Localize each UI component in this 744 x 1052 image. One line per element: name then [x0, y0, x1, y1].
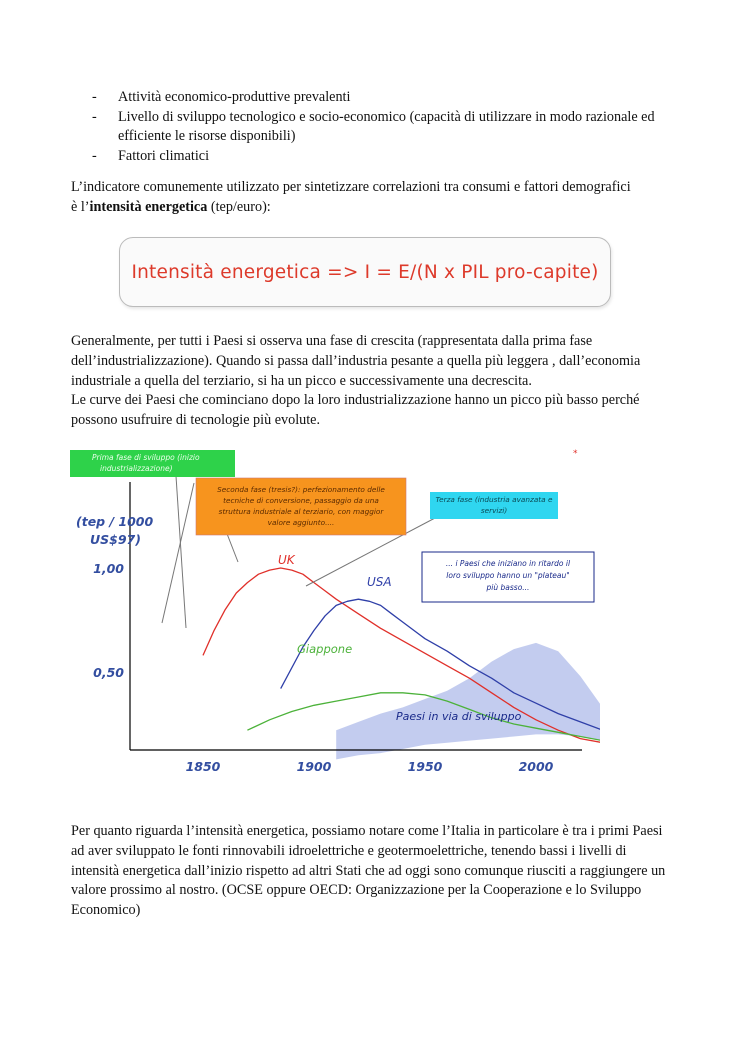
- list-item: [90, 88, 680, 108]
- series-label-usa: USA: [367, 575, 392, 589]
- series-label-uk: UK: [278, 553, 295, 567]
- series-band-developing: [336, 643, 600, 760]
- band-layer: [336, 643, 600, 760]
- series-label-developing: Paesi in via di sviluppo: [396, 710, 522, 723]
- bullet-list: [90, 88, 680, 166]
- bullet-marker: -: [92, 89, 97, 105]
- list-item-text: Attività economico-produttive prevalenti: [118, 89, 351, 105]
- annotation-latecomers-line2: loro sviluppo hanno un "plateau": [446, 571, 570, 580]
- x-tick-label: 2000: [518, 759, 554, 774]
- annotation-phase1-line1: Prima fase di sviluppo (inizio: [92, 453, 200, 462]
- paragraph-growth: Generalmente, per tutti i Paesi si osserva una fase di crescita (rappresentata dalla prima fase dell’industrializzazione). Quando si passa dall’industria pesante a quella più leggera , dall’economia industriale a quella del terziario, si ha un picco e successivamente una decrescita.: [71, 333, 641, 389]
- bullet-marker: -: [92, 147, 97, 164]
- bullet-marker: -: [92, 108, 97, 125]
- annotation-phase3-line1: Terza fase (industria avanzata e: [435, 495, 553, 504]
- y-tick-label: 1,00: [93, 561, 124, 576]
- annotation-phase3-line2: servizi): [480, 506, 508, 515]
- paragraph-curves: Le curve dei Paesi che cominciano dopo la loro industrializzazione hanno un picco più basso perché possono usufruire di tecnologie più evolute.: [71, 392, 640, 428]
- energy-intensity-chart: [70, 440, 600, 785]
- y-axis-label-line1: (tep / 1000: [76, 514, 154, 529]
- pointer-line: [176, 476, 186, 628]
- intro-line1: L’indicatore comunemente utilizzato per sintetizzare correlazioni tra consumi e fattori demografici: [71, 179, 631, 195]
- intro-paragraph: [71, 178, 671, 218]
- list-item-text: Livello di sviluppo tecnologico e socio-economico (capacità di utilizzare in modo razionale ed efficiente le risorse disponibili): [118, 108, 655, 144]
- intro-suffix: (tep/euro):: [207, 198, 271, 215]
- annotation-phase2-line1: Seconda fase (tresis?): perfezionamento delle: [217, 485, 385, 494]
- intro-prefix: è l’: [71, 198, 90, 215]
- annotation-phase2-line2: tecniche di conversione, passaggio da una: [223, 496, 379, 505]
- y-axis-label-line2: US$97): [90, 532, 141, 547]
- annotation-latecomers-line1: ... i Paesi che iniziano in ritardo il: [445, 559, 571, 568]
- list-item-text: Fattori climatici: [118, 147, 210, 164]
- annotation-phase2-line4: valore aggiunto....: [267, 518, 335, 527]
- y-tick-label: 0,50: [93, 665, 124, 680]
- intro-term: intensità energetica: [89, 198, 208, 215]
- red-mark-icon: *: [573, 449, 578, 459]
- x-tick-label: 1900: [296, 759, 332, 774]
- paragraph-italy: Per quanto riguarda l’intensità energetica, possiamo notare come l’Italia in particolare è tra i primi Paesi ad aver sviluppato le fonti rinnovabili idroelettriche e geotermoelettriche, tenendo bassi i livelli di intensità energetica dall’inizio rispetto ad altri Stati che ad oggi sono comunque riusciti a raggiungere un valore prossimo al nostro. (OCSE oppure OECD: Organizzazione per la Cooperazione e lo Sviluppo Economico): [71, 823, 666, 919]
- x-tick-label: 1850: [185, 759, 221, 774]
- list-item: [90, 108, 680, 147]
- formula-box: [119, 237, 611, 307]
- list-item: [90, 147, 680, 167]
- x-tick-label: 1950: [407, 759, 443, 774]
- formula-text: Intensità energetica => I = E/(N x PIL pro-capite): [131, 261, 599, 283]
- chart-svg: [70, 440, 600, 785]
- series-label-giappone: Giappone: [297, 642, 353, 656]
- annotation-latecomers-line3: più basso...: [486, 583, 530, 592]
- annotation-phase2-line3: struttura industriale al terziario, con maggior: [218, 507, 384, 516]
- annotation-phase1-line2: industrializzazione): [100, 464, 173, 473]
